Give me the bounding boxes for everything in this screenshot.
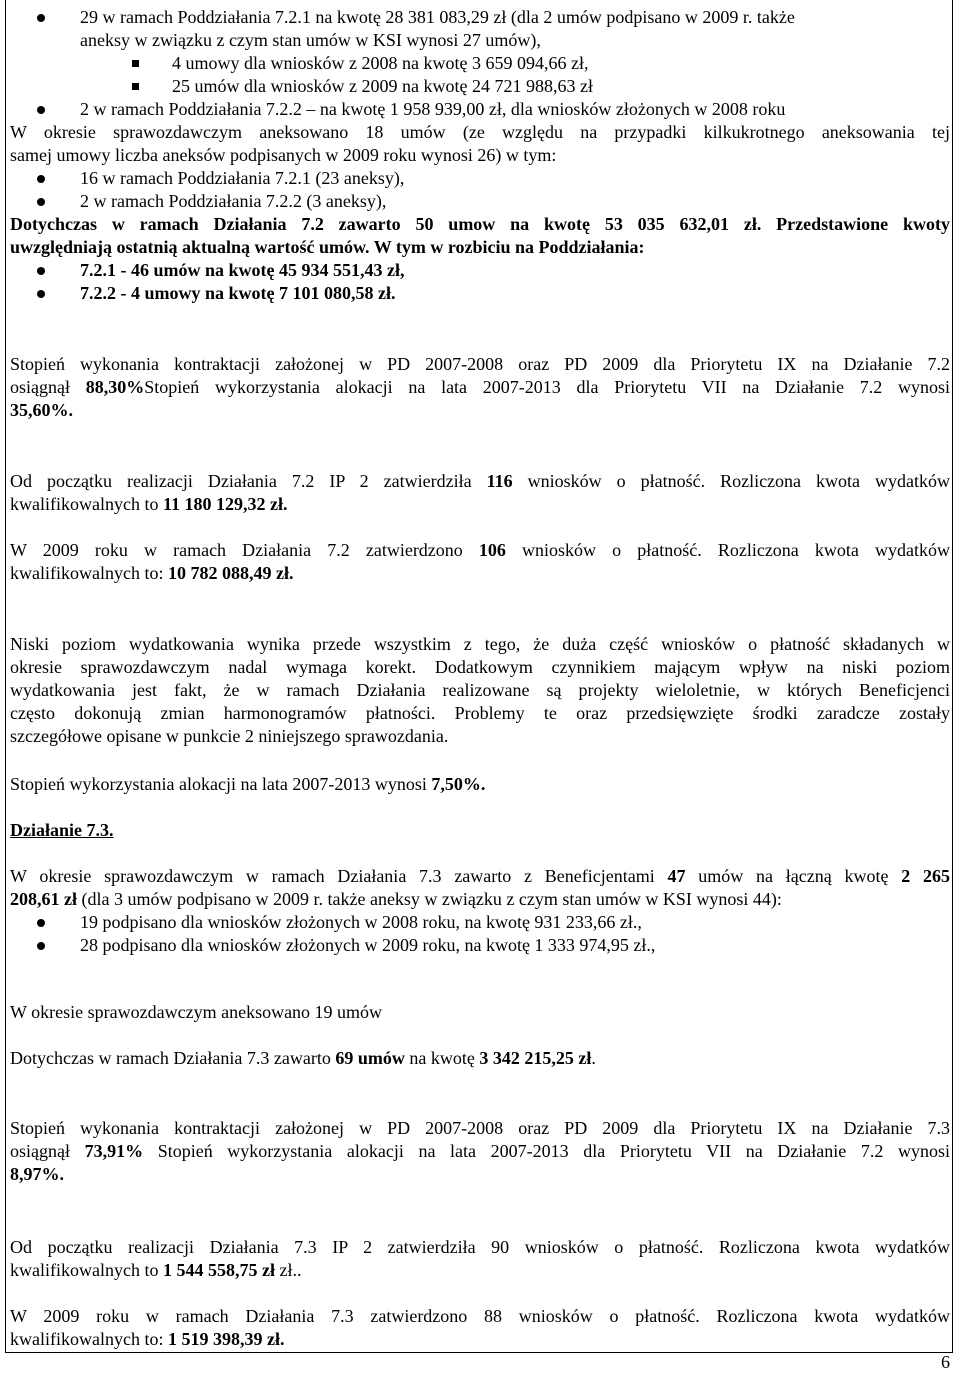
list-item: 4 umowy dla wniosków z 2008 na kwotę 3 659 094,66 zł,: [172, 52, 588, 75]
bullet-icon: [37, 267, 45, 275]
paragraph: Niski poziom wydatkowania wynika przede wszystkim z tego, że duża część wniosków o płatność składanych w okresie sprawozdawczym nadal wymaga korekt. Dodatkowym czynnikiem mającym wpływ na niski poziom wydatkowania jest fakt, że w ramach Działania realizowane są projekty wieloletnie, w których Beneficjenci często dokonują zmian harmonogramów płatności. Problemy te oraz przedsięwzięte środki zaradcze zostały szczegółowe opisane w punkcie 2 niniejszego sprawozdania.: [10, 634, 950, 746]
bullet-icon: [37, 175, 45, 183]
paragraph: W 2009 roku w ramach Działania 7.2 zatwierdzono 106 wniosków o płatność. Rozliczona kwota wydatków kwalifikowalnych to: 10 782 088,49 zł.: [10, 540, 950, 583]
paragraph: Stopień wykonania kontraktacji założonej w PD 2007-2008 oraz PD 2009 dla Priorytetu IX na Działanie 7.3 osiągnął 73,91% Stopień wykorzystania alokacji na lata 2007-2013 dla Priorytetu VII na Działanie 7.2 wynosi 8,97%.: [10, 1118, 950, 1184]
list-item: 28 podpisano dla wniosków złożonych w 2009 roku, na kwotę 1 333 974,95 zł.,: [80, 934, 655, 957]
paragraph: Dotychczas w ramach Działania 7.3 zawarto 69 umów na kwotę 3 342 215,25 zł.: [10, 1048, 596, 1068]
section-heading: Działanie 7.3.: [10, 820, 114, 840]
bullet-icon: [37, 106, 45, 114]
paragraph: W okresie sprawozdawczym w ramach Działania 7.3 zawarto z Beneficjentami 47 umów na łączną kwotę 2 265 208,61 zł (dla 3 umów podpisano w 2009 r. także aneksy w związku z czym stan umów w KSI wynosi 44):: [10, 866, 950, 909]
paragraph: W okresie sprawozdawczym aneksowano 19 umów: [10, 1002, 383, 1022]
bullet-icon: [37, 14, 45, 22]
square-bullet-icon: [132, 60, 139, 67]
page-number: 6: [941, 1352, 950, 1372]
paragraph: Dotychczas w ramach Działania 7.2 zawarto 50 umow na kwotę 53 035 632,01 zł. Przedstawione kwoty uwzględniają ostatnią aktualną wartość umów. W tym w rozbiciu na Poddziałania:: [10, 214, 950, 257]
list-item: 7.2.2 - 4 umowy na kwotę 7 101 080,58 zł.: [80, 282, 396, 305]
square-bullet-icon: [132, 83, 139, 90]
list-item: 19 podpisano dla wniosków złożonych w 2008 roku, na kwotę 931 233,66 zł.,: [80, 911, 642, 934]
list-item: 7.2.1 - 46 umów na kwotę 45 934 551,43 zł,: [80, 259, 405, 282]
paragraph: W 2009 roku w ramach Działania 7.3 zatwierdzono 88 wniosków o płatność. Rozliczona kwota wydatków kwalifikowalnych to: 1 519 398,39 zł.: [10, 1306, 950, 1349]
bullet-icon: [37, 942, 45, 950]
bullet-icon: [37, 198, 45, 206]
list-item: 16 w ramach Poddziałania 7.2.1 (23 aneksy),: [80, 167, 404, 190]
paragraph-line: aneksy w związku z czym stan umów w KSI wynosi 27 umów),: [80, 30, 541, 50]
list-item: 2 w ramach Poddziałania 7.2.2 – na kwotę 1 958 939,00 zł, dla wniosków złożonych w 2008 roku: [80, 98, 785, 121]
list-item: 29 w ramach Poddziałania 7.2.1 na kwotę 28 381 083,29 zł (dla 2 umów podpisano w 2009 r. także: [80, 6, 950, 29]
paragraph: Od początku realizacji Działania 7.2 IP 2 zatwierdziła 116 wniosków o płatność. Rozliczona kwota wydatków kwalifikowalnych to 11 180 129,32 zł.: [10, 471, 950, 514]
paragraph: W okresie sprawozdawczym aneksowano 18 umów (ze względu na przypadki kilkukrotnego aneksowania tej samej umowy liczba aneksów podpisanych w 2009 roku wynosi 26) w tym:: [10, 122, 950, 165]
paragraph: Od początku realizacji Działania 7.3 IP 2 zatwierdziła 90 wniosków o płatność. Rozliczona kwota wydatków kwalifikowalnych to 1 544 558,75 zł zł..: [10, 1237, 950, 1280]
bullet-icon: [37, 290, 45, 298]
paragraph: Stopień wykonania kontraktacji założonej w PD 2007-2008 oraz PD 2009 dla Priorytetu IX na Działanie 7.2 osiągnął 88,30%Stopień wykorzystania alokacji na lata 2007-2013 dla Priorytetu VII na Działanie 7.2 wynosi 35,60%.: [10, 354, 950, 420]
list-item: 25 umów dla wniosków z 2009 na kwotę 24 721 988,63 zł: [172, 75, 593, 98]
list-item: 2 w ramach Poddziałania 7.2.2 (3 aneksy),: [80, 190, 386, 213]
paragraph: Stopień wykorzystania alokacji na lata 2007-2013 wynosi 7,50%.: [10, 774, 486, 794]
bullet-icon: [37, 919, 45, 927]
